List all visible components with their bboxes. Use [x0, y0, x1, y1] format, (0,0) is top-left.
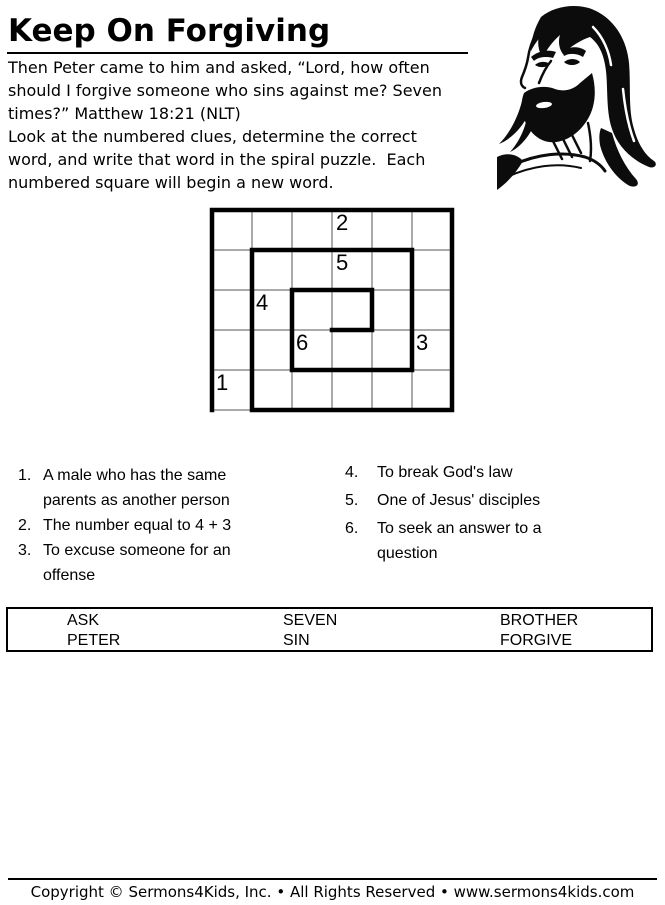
title-underline [7, 52, 468, 54]
clue-list-right [345, 460, 655, 569]
clue-number: 4. [345, 464, 359, 481]
clue-item-2 [18, 513, 333, 538]
word-bank-column [67, 611, 120, 651]
grid-thin-lines [212, 210, 452, 410]
verse-line: times?” Matthew 18:21 (NLT) [8, 104, 241, 123]
word-bank-word: SEVEN [283, 612, 338, 629]
puzzle-cell-number: 2 [336, 210, 349, 235]
clue-item-5 [345, 488, 655, 513]
word-bank-word: PETER [67, 632, 121, 649]
jesus-portrait-svg [495, 5, 665, 195]
footer-copyright: Copyright © Sermons4Kids, Inc. • All Rights Reserved • www.sermons4kids.com [30, 883, 635, 901]
puzzle-cell-number: 5 [336, 250, 349, 275]
word-bank-box [6, 607, 653, 652]
word-bank-column [500, 611, 578, 651]
clue-text-line: offense [43, 567, 96, 584]
clue-number: 2. [18, 517, 32, 534]
clue-list-left [18, 463, 333, 588]
clue-number: 1. [18, 467, 32, 484]
clue-text-line: To seek an answer to a [377, 520, 542, 537]
clue-text-line: parents as another person [43, 492, 230, 509]
clue-number: 6. [345, 520, 359, 537]
jesus-portrait-illustration [495, 5, 665, 195]
clue-item-6 [345, 516, 655, 566]
clue-item-4 [345, 460, 655, 485]
verse-line: should I forgive someone who sins against me? Seven [8, 81, 442, 100]
instruction-line: word, and write that word in the spiral puzzle. Each [8, 150, 426, 169]
clue-number: 5. [345, 492, 359, 509]
word-bank-word: FORGIVE [500, 632, 573, 649]
word-bank-column [283, 611, 337, 651]
clue-text-line: To excuse someone for an [43, 542, 231, 559]
instruction-line: Look at the numbered clues, determine the correct [8, 127, 417, 146]
clue-text-line: question [377, 545, 438, 562]
word-bank-word: BROTHER [500, 612, 579, 629]
word-bank-word: SIN [283, 632, 310, 649]
puzzle-cell-number: 6 [296, 330, 309, 355]
footer-divider [8, 878, 657, 880]
verse-line: Then Peter came to him and asked, “Lord, how often [8, 58, 430, 77]
page-title: Keep On Forgiving [8, 13, 331, 49]
puzzle-cell-number: 3 [416, 330, 429, 355]
word-bank-word: ASK [67, 612, 100, 629]
clue-text-line: One of Jesus' disciples [377, 492, 541, 509]
instruction-line: numbered square will begin a new word. [8, 173, 334, 192]
clue-number: 3. [18, 542, 32, 559]
clue-item-1 [18, 463, 333, 513]
clue-item-3 [18, 538, 333, 588]
clue-text-line: A male who has the same [43, 467, 227, 484]
clue-text-line: To break God's law [377, 464, 513, 481]
clue-text-line: The number equal to 4 + 3 [43, 517, 232, 534]
intro-text [8, 56, 498, 194]
puzzle-cell-number: 1 [216, 370, 229, 395]
puzzle-cell-number: 4 [256, 290, 269, 315]
spiral-puzzle-grid [212, 210, 452, 410]
spiral-grid-svg [207, 205, 457, 415]
